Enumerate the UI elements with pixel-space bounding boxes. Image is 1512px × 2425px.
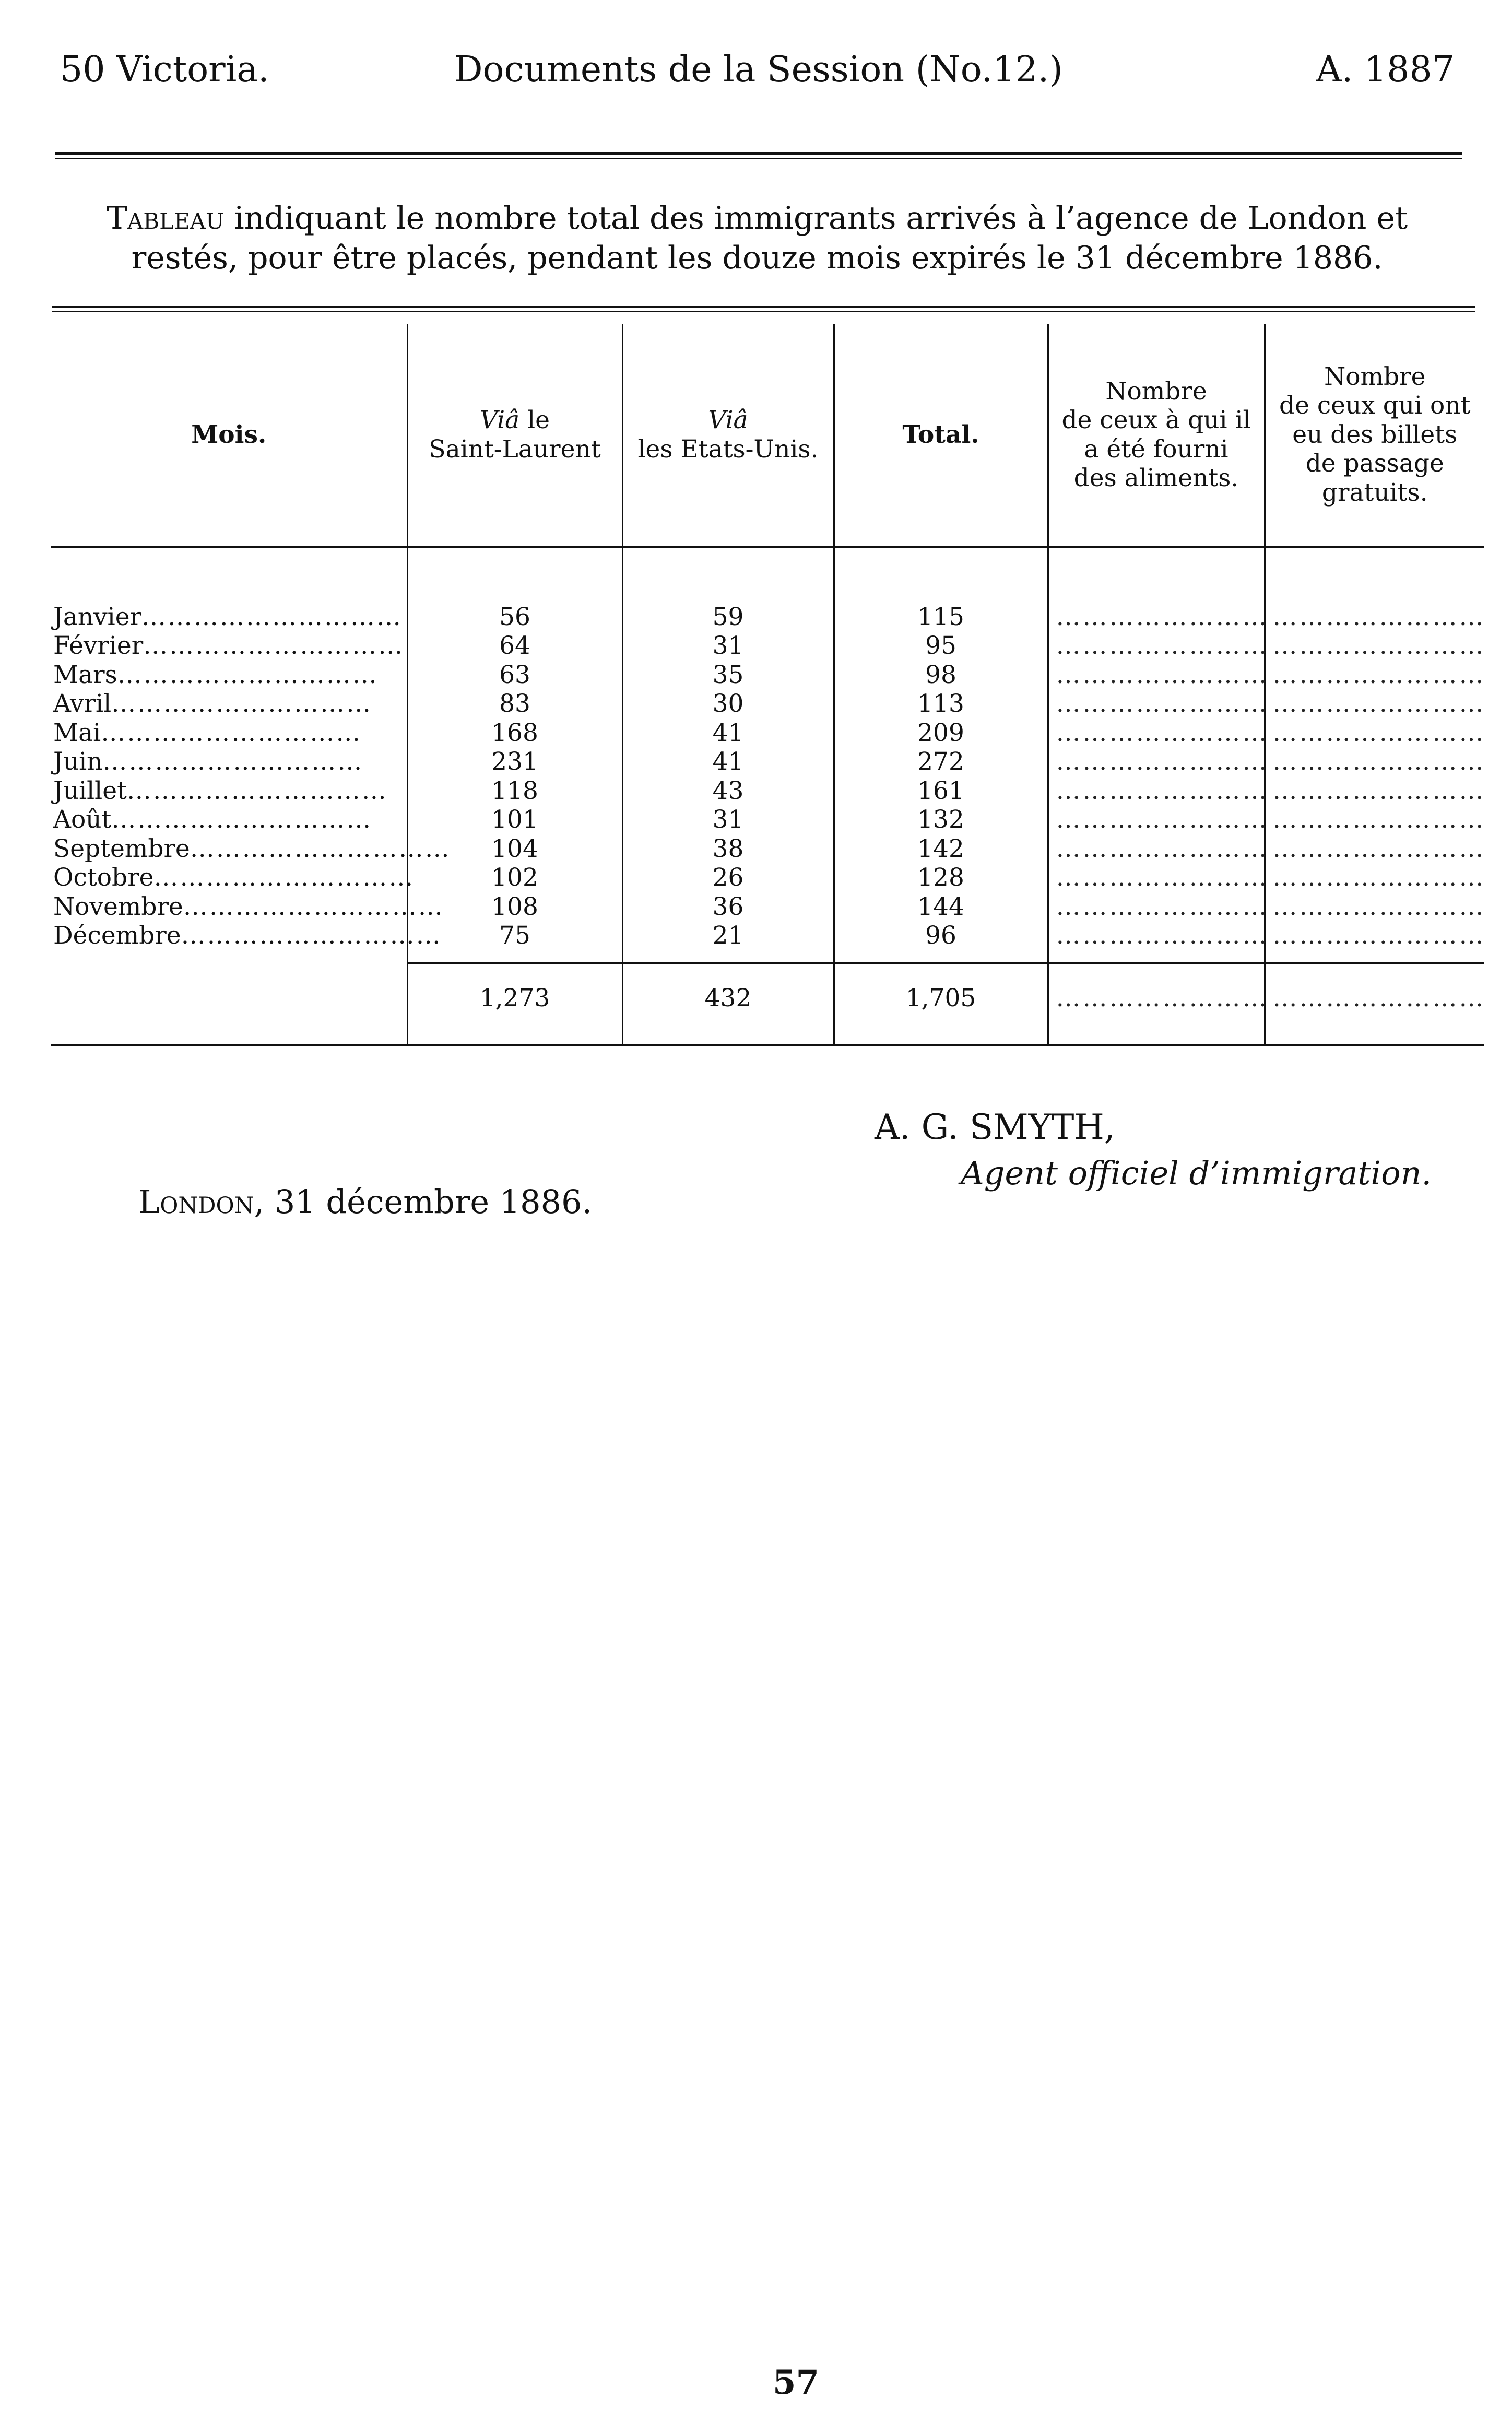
header-rule — [55, 152, 1462, 155]
table-row — [51, 603, 1484, 631]
table-header-row — [51, 324, 1484, 547]
billets-leader: …………………… — [1265, 834, 1484, 863]
via-etats-unis-cell: 59 — [622, 603, 834, 631]
via-saint-laurent-cell: 63 — [407, 661, 622, 689]
month-cell: Octobre………………………… — [53, 863, 415, 892]
col-header-via-etats-unis: Viâ les Etats-Unis. — [622, 324, 834, 547]
billets-leader: …………………… — [1265, 661, 1484, 689]
via-saint-laurent-cell: 64 — [407, 631, 622, 660]
via-saint-laurent-cell: 102 — [407, 863, 622, 892]
table-row — [51, 863, 1484, 892]
via-saint-laurent-cell: 83 — [407, 689, 622, 718]
aliments-leader: …………………… — [1048, 603, 1265, 631]
aliments-leader: …………………… — [1048, 661, 1265, 689]
via-saint-laurent-cell: 56 — [407, 603, 622, 631]
caption-rule-thin — [52, 311, 1475, 312]
total-cell: 98 — [834, 661, 1048, 689]
via-saint-laurent-cell: 104 — [407, 834, 622, 863]
total-cell: 161 — [834, 776, 1048, 805]
billets-leader: …………………… — [1265, 921, 1484, 950]
table-row — [51, 747, 1484, 776]
total-cell: 128 — [834, 863, 1048, 892]
via-etats-unis-cell: 30 — [622, 689, 834, 718]
total-cell: 115 — [834, 603, 1048, 631]
col-header-mois: Mois. — [191, 420, 267, 449]
total-cell: 272 — [834, 747, 1048, 776]
leader-dots: ………………………… — [190, 834, 451, 863]
table-row — [51, 892, 1484, 921]
table-row — [51, 921, 1484, 950]
aliments-leader: …………………… — [1048, 921, 1265, 950]
total-cell: 142 — [834, 834, 1048, 863]
table-row — [51, 834, 1484, 863]
total-via-etats-unis: 432 — [622, 963, 834, 1032]
aliments-leader: …………………… — [1048, 631, 1265, 660]
total-cell: 96 — [834, 921, 1048, 950]
month-cell: Décembre………………………… — [53, 921, 442, 950]
leader-dots: ………………………… — [183, 892, 444, 921]
billets-leader: …………………… — [1265, 863, 1484, 892]
via-etats-unis-cell: 41 — [622, 719, 834, 747]
caption-lead: Tableau — [106, 200, 225, 237]
month-cell: Août………………………… — [53, 805, 373, 834]
leader-dots: ………………………… — [141, 603, 403, 631]
caption-line1: indiquant le nombre total des immigrants arrivés à l’agence de London et — [234, 200, 1408, 237]
leader-dots: ………………………… — [126, 776, 388, 805]
month-cell: Mai………………………… — [53, 718, 362, 747]
via-saint-laurent-cell: 118 — [407, 776, 622, 805]
month-cell: Septembre………………………… — [53, 834, 451, 863]
aliments-leader: …………………… — [1048, 747, 1265, 776]
month-cell: Février………………………… — [53, 631, 405, 661]
via-etats-unis-cell: 26 — [622, 863, 834, 892]
header-rule-thin — [55, 158, 1462, 159]
col-header-total: Total. — [834, 324, 1048, 547]
total-cell: 132 — [834, 805, 1048, 834]
billets-leader: …………………… — [1265, 603, 1484, 631]
aliments-leader: …………………… — [1048, 689, 1265, 718]
immigrants-table — [51, 324, 1484, 1046]
header-document-title: Documents de la Session (No.12.) — [454, 49, 1063, 90]
via-etats-unis-cell: 36 — [622, 892, 834, 921]
table-caption — [52, 198, 1462, 278]
page-number: 57 — [773, 2363, 820, 2402]
billets-leader: …………………… — [1265, 689, 1484, 718]
leader-dots: ………………………… — [153, 863, 415, 892]
leader-dots: ………………………… — [111, 689, 373, 719]
total-cell: 144 — [834, 892, 1048, 921]
grand-total: 1,705 — [834, 963, 1048, 1032]
aliments-leader: …………………… — [1048, 719, 1265, 747]
via-etats-unis-cell: 31 — [622, 805, 834, 834]
table-row — [51, 719, 1484, 747]
month-cell: Juillet………………………… — [53, 776, 388, 805]
leader-dots: ………………………… — [111, 805, 373, 834]
table-row — [51, 776, 1484, 805]
via-etats-unis-cell: 43 — [622, 776, 834, 805]
signature-title: Agent officiel d’immigration. — [961, 1154, 1432, 1192]
table-row — [51, 689, 1484, 718]
billets-leader: …………………… — [1265, 631, 1484, 660]
col-header-via-saint-laurent: Viâ le Saint-Laurent — [407, 324, 622, 547]
table-row — [51, 631, 1484, 660]
via-saint-laurent-cell: 231 — [407, 747, 622, 776]
leader-dots: ………………………… — [143, 631, 405, 661]
total-cell: 95 — [834, 631, 1048, 660]
billets-leader: …………………… — [1265, 892, 1484, 921]
signature-name: A. G. SMYTH, — [875, 1107, 1115, 1147]
leader-dots: ………………………… — [181, 921, 442, 950]
total-cell: 113 — [834, 689, 1048, 718]
via-etats-unis-cell: 41 — [622, 747, 834, 776]
col-header-billets: Nombre de ceux qui ont eu des billets de passage gratuits. — [1265, 324, 1484, 547]
via-etats-unis-cell: 35 — [622, 661, 834, 689]
total-cell: 209 — [834, 719, 1048, 747]
table-row — [51, 661, 1484, 689]
caption-line2: restés, pour être placés, pendant les douze mois expirés le 31 décembre 1886. — [131, 240, 1383, 276]
totals-label — [51, 963, 407, 1032]
month-cell: Mars………………………… — [53, 660, 379, 689]
via-etats-unis-cell: 31 — [622, 631, 834, 660]
header-session-year: 50 Victoria. — [60, 49, 269, 90]
via-saint-laurent-cell: 75 — [407, 921, 622, 950]
billets-leader: …………………… — [1265, 805, 1484, 834]
billets-leader: …………………… — [1265, 776, 1484, 805]
via-saint-laurent-cell: 108 — [407, 892, 622, 921]
aliments-leader: …………………… — [1048, 834, 1265, 863]
via-etats-unis-cell: 38 — [622, 834, 834, 863]
total-via-saint-laurent: 1,273 — [407, 963, 622, 1032]
month-cell: Janvier………………………… — [53, 603, 403, 631]
aliments-leader: …………………… — [1048, 892, 1265, 921]
month-cell: Juin………………………… — [53, 747, 364, 776]
total-aliments-leader: …………………… — [1048, 963, 1265, 1032]
total-billets-leader: …………………… — [1265, 963, 1484, 1032]
billets-leader: …………………… — [1265, 747, 1484, 776]
billets-leader: …………………… — [1265, 719, 1484, 747]
leader-dots: ………………………… — [102, 747, 364, 776]
col-header-aliments: Nombre de ceux à qui il a été fourni des aliments. — [1048, 324, 1265, 547]
via-saint-laurent-cell: 168 — [407, 719, 622, 747]
caption-rule — [52, 306, 1475, 308]
via-etats-unis-cell: 21 — [622, 921, 834, 950]
month-cell: Novembre………………………… — [53, 892, 444, 921]
totals-row — [51, 963, 1484, 1032]
via-saint-laurent-cell: 101 — [407, 805, 622, 834]
leader-dots: ………………………… — [117, 660, 379, 689]
aliments-leader: …………………… — [1048, 805, 1265, 834]
leader-dots: ………………………… — [101, 718, 362, 747]
aliments-leader: …………………… — [1048, 863, 1265, 892]
place-date: London, 31 décembre 1886. — [138, 1183, 593, 1221]
table-row — [51, 805, 1484, 834]
header-year: A. 1887 — [1316, 49, 1455, 90]
month-cell: Avril………………………… — [53, 689, 373, 719]
aliments-leader: …………………… — [1048, 776, 1265, 805]
